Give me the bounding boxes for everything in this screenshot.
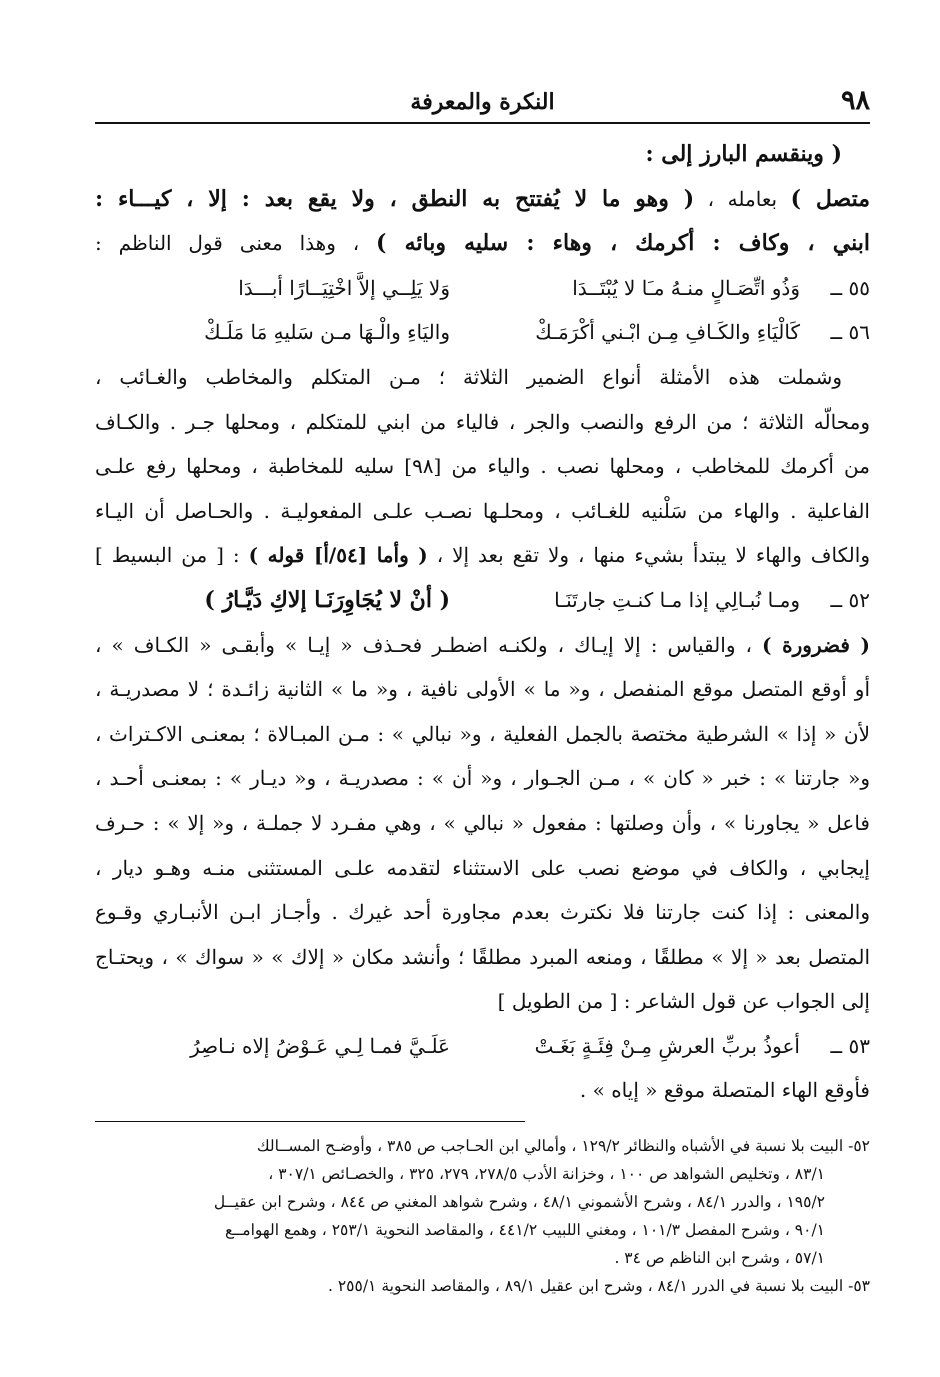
verse-second-hemistich: وَلا يَلِــي إلاَّ اخْتِيَــارًا أبـــدَا xyxy=(238,275,450,300)
running-title: النكرة والمعرفة xyxy=(410,89,555,115)
bold-phrase: ابني ، وكاف : أكرمك ، وهاء : سليه وبائه ) xyxy=(376,230,870,257)
plain-phrase: ، والقياس : إلا إيـاك ، ولكنـه اضطـر فحـذف « إيـا » وأبقـى « الكـاف » ، xyxy=(95,632,763,657)
bold-phrase: ( فضرورة ) xyxy=(762,632,870,657)
verse-second-hemistich: عَلَـيَّ فمـا لِـي عَـوْضُ إلاه نـاصِرُ xyxy=(190,1033,450,1058)
bold-phrase: ( وهو ما لا يُفتتح به النطق ، ولا يقع بعد : إلا ، كيـــاء : xyxy=(95,185,695,212)
verse-53 xyxy=(95,1024,870,1069)
paragraph-line: المتصل بعد « إلا » مطلقًا ، ومنعه المبرد مطلقًا ؛ وأنشد مكان « إلاك » « سواك » ، ويحتـاج xyxy=(95,944,870,969)
bold-phrase: ( وأما [٥٤/أ] قوله ) xyxy=(248,543,428,568)
footnotes xyxy=(95,1132,870,1300)
footnote-divider xyxy=(95,1121,525,1122)
verse-56 xyxy=(95,310,870,355)
paragraph-line: من أكرمك للمخاطب ، ومحلها نصب . والياء من [٩٨] سليه للمخاطبة ، ومحلها رفع علـى xyxy=(95,454,870,479)
paragraph-line xyxy=(95,533,870,578)
footnote-line: ١٩٥/٢ ، والدرر ٨٤/١ ، وشرح الأشموني ٤٨/١ ، وشرح شواهد المغني ص ٨٤٤ ، وشرح ابن عقيــل xyxy=(213,1193,825,1212)
verse-number: ٥٢ ــ xyxy=(830,587,870,612)
paragraph-line: أو أوقع المتصل موقع المنفصل ، و« ما » الأولى نافية ، و« ما » الثانية زائـدة ؛ لا مصدريـة ، xyxy=(95,677,870,702)
footnote-line: ٥٣- البيت بلا نسبة في الدرر ٨٤/١ ، وشرح ابن عقيل ٨٩/١ ، والمقاصد النحوية ٢٥٥/١ . xyxy=(328,1277,870,1296)
verse-first-hemistich: كَالْيَاءِ والكَـافِ مِـن ابْـني أكْرَمَـكْ xyxy=(535,320,800,345)
paragraph-line xyxy=(95,623,870,668)
verse-number: ٥٣ ــ xyxy=(830,1033,870,1058)
plain-phrase: : [ من البسيط ] xyxy=(95,543,249,568)
page-header xyxy=(95,82,870,124)
page-number: ٩٨ xyxy=(840,85,870,116)
paragraph-line: ( وينقسم البارز إلى : xyxy=(645,141,842,167)
paragraph-line xyxy=(95,177,870,222)
verse-number: ٥٦ ــ xyxy=(830,320,870,345)
verse-55 xyxy=(95,266,870,311)
paragraph-line: إلى الجواب عن قول الشاعر : [ من الطويل ] xyxy=(497,989,870,1014)
paragraph-line: لأن « إذا » الشرطية مختصة بالجمل الفعلية ، و« نبالي » : مـن المبـالاة ؛ بمعنـى الاكـتراث ، xyxy=(95,721,870,746)
plain-phrase: والكاف والهاء لا يبتدأ بشيء منها ، ولا تقع بعد إلا ، xyxy=(427,543,870,568)
verse-second-hemistich: ( أنْ لا يُجَاوِرَنَـا إلاكِ دَيَّـارُ ) xyxy=(204,586,450,613)
paragraph-line xyxy=(95,221,870,266)
paragraph-line: الفاعلية . والهاء من سَلْنيه للغـائب ، ومحلـها نصـب علـى المفعوليـة . والحـاصل أن اليـاء xyxy=(95,498,870,523)
book-page xyxy=(95,82,870,1362)
footnote-line: ٥٧/١ ، وشرح ابن الناظم ص ٣٤ . xyxy=(614,1249,825,1268)
paragraph-line: والمعنى : إذا كنت جارتنا فلا نكترث بعدم مجاورة أحد غيرك . وأجـاز ابـن الأنبـاري وقـوع xyxy=(95,900,870,925)
footnote-line: ٨٣/١ ، وتخليص الشواهد ص ١٠٠ ، وخزانة الأدب ٢٧٨/٥، ٢٧٩، ٣٢٥ ، والخصـائص ٣٠٧/١ ، xyxy=(268,1165,825,1184)
verse-first-hemistich: وَذُو اتِّصَـالٍ منـهُ مـَا لا يُبْتَــدَا xyxy=(572,275,800,300)
plain-phrase: ، وهذا معنى قول الناظم : xyxy=(95,231,377,256)
verse-second-hemistich: واليَاءِ والْـهَا مـن سَليهِ مَا مَلَـكْ xyxy=(204,320,450,345)
main-text xyxy=(95,132,870,1113)
paragraph-line: فاعل « يجاورنا » ، وأن وصلتها : مفعول « نبالي » ، وهي مفـرد لا جملـة ، و« إلا » : حـرف xyxy=(95,810,870,835)
verse-first-hemistich: ومـا نُبـالِي إذا مـا كنـتِ جارتَنَـا xyxy=(554,587,800,612)
paragraph-line: ومحالّه الثلاثة ؛ من الرفع والنصب والجر ، فالياء من ابني للمتكلم ، ومحلها جـر . والكـاف xyxy=(95,409,870,434)
verse-52 xyxy=(95,578,870,623)
verse-number: ٥٥ ــ xyxy=(830,275,870,300)
paragraph-line: إيجابي ، والكاف في موضع نصب على الاستثناء لتقدمه علـى المستثنى منـه وهـو ديار ، xyxy=(95,855,870,880)
plain-phrase: بعامله ، xyxy=(694,186,791,211)
footnote-line: ٩٠/١ ، وشرح المفصل ١٠١/٣ ، ومغني اللبيب ٤٤١/٢ ، والمقاصد النحوية ٢٥٣/١ ، وهمع الهوامــع xyxy=(224,1221,825,1240)
paragraph-line: و« جارتنا » : خبر « كان » ، مـن الجـوار ، و« أن » : مصدريـة ، و« ديـار » : بمعنـى أحـد ، xyxy=(95,766,870,791)
paragraph-line: فأوقع الهاء المتصلة موقع « إياه » . xyxy=(579,1078,870,1103)
footnote-line: ٥٢- البيت بلا نسبة في الأشباه والنظائر ١٢٩/٢ ، وأمالي ابن الحـاجب ص ٣٨٥ ، وأوضـح المســالك xyxy=(256,1137,870,1156)
paragraph-line: وشملت هذه الأمثلة أنواع الضمير الثلاثة ؛ مـن المتكلم والمخاطب والغـائب ، xyxy=(95,364,842,389)
bold-phrase: متصل ) xyxy=(790,185,870,212)
verse-first-hemistich: أعوذُ بربِّ العرشِ مِـنْ فِئَـةٍ بَغَـتْ xyxy=(534,1033,800,1058)
